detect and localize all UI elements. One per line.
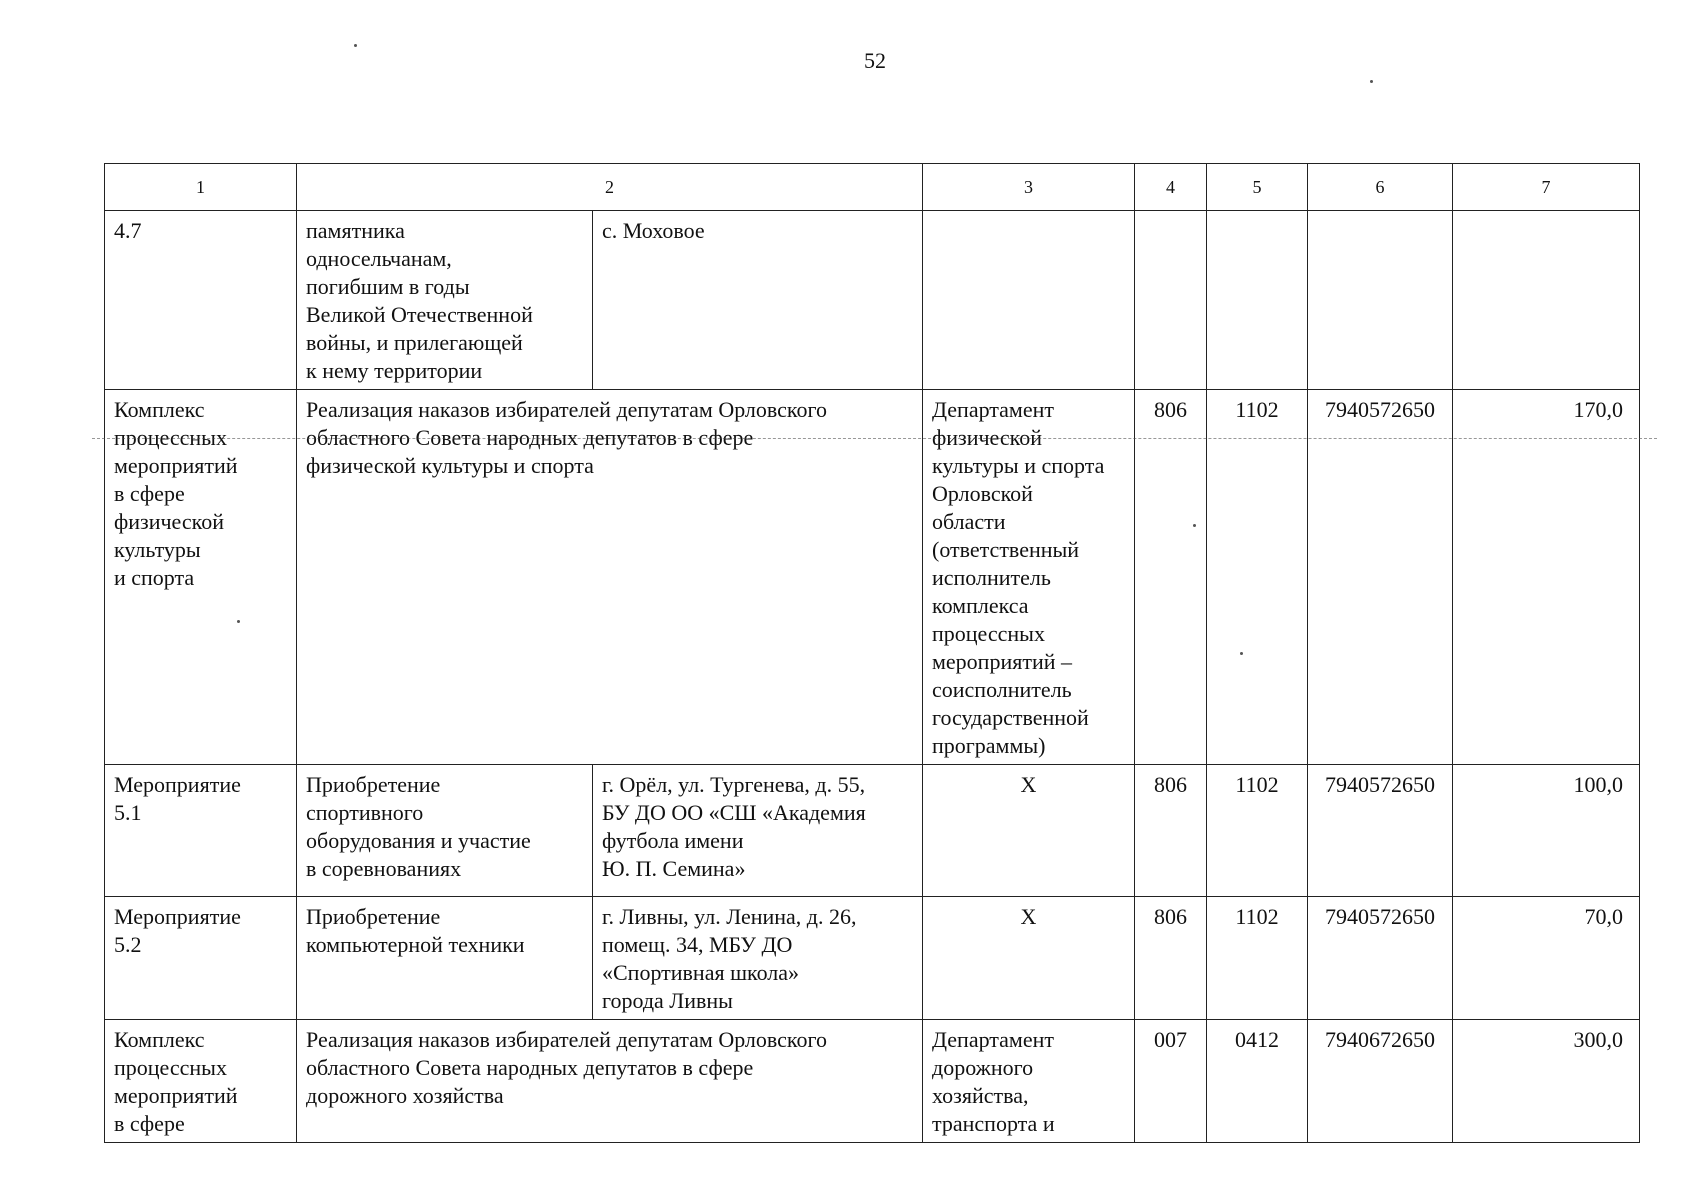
amount-cell: 70,0 (1453, 897, 1640, 1020)
page-number: 52 (864, 48, 886, 73)
header-col-5: 5 (1207, 164, 1308, 211)
header-col-2: 2 (297, 164, 923, 211)
complex-description: Реализация наказов избирателей депутатам Орловского областного Совета народных депутатов в сфере физической культуры и спорта (297, 390, 923, 765)
code-cell: 1102 (1207, 897, 1308, 1020)
header-col-6: 6 (1308, 164, 1453, 211)
scan-artifact-line (92, 438, 1657, 439)
scan-speck (1370, 80, 1373, 83)
code-cell: 806 (1135, 390, 1207, 765)
row-number: 4.7 (105, 211, 297, 390)
row-number: Мероприятие 5.1 (105, 765, 297, 897)
code-cell: 7940572650 (1308, 765, 1453, 897)
amount-cell (1453, 211, 1640, 390)
executor-cell (923, 211, 1135, 390)
code-cell: 1102 (1207, 765, 1308, 897)
code-cell (1308, 211, 1453, 390)
executor-cell: Х (923, 765, 1135, 897)
code-cell: 806 (1135, 765, 1207, 897)
complex-name: Комплекс процессных мероприятий в сфере физической культуры и спорта (105, 390, 297, 765)
scan-speck (237, 620, 240, 623)
measure-name: Приобретение компьютерной техники (297, 897, 593, 1020)
executor-cell: Департамент дорожного хозяйства, транспорта и (923, 1020, 1135, 1143)
header-col-4: 4 (1135, 164, 1207, 211)
code-cell (1135, 211, 1207, 390)
amount-cell: 100,0 (1453, 765, 1640, 897)
table-row (105, 390, 1640, 765)
code-cell: 806 (1135, 897, 1207, 1020)
table-row (105, 897, 1640, 1020)
complex-name: Комплекс процессных мероприятий в сфере (105, 1020, 297, 1143)
table-row (105, 211, 1640, 390)
code-cell: 007 (1135, 1020, 1207, 1143)
header-col-3: 3 (923, 164, 1135, 211)
measure-name: Приобретение спортивного оборудования и участие в соревнованиях (297, 765, 593, 897)
scan-speck (354, 44, 357, 47)
measure-address: г. Ливны, ул. Ленина, д. 26, помещ. 34, МБУ ДО «Спортивная школа» города Ливны (593, 897, 923, 1020)
table-row (105, 1020, 1640, 1143)
header-col-7: 7 (1453, 164, 1640, 211)
header-row (105, 164, 1640, 211)
scan-speck (1193, 524, 1196, 527)
code-cell (1207, 211, 1308, 390)
row-number: Мероприятие 5.2 (105, 897, 297, 1020)
scan-speck (1240, 652, 1243, 655)
code-cell: 7940672650 (1308, 1020, 1453, 1143)
table-row (105, 765, 1640, 897)
code-cell: 7940572650 (1308, 390, 1453, 765)
executor-cell: Х (923, 897, 1135, 1020)
code-cell: 7940572650 (1308, 897, 1453, 1020)
measure-address: с. Моховое (593, 211, 923, 390)
header-col-1: 1 (105, 164, 297, 211)
code-cell: 1102 (1207, 390, 1308, 765)
complex-description: Реализация наказов избирателей депутатам Орловского областного Совета народных депутатов в сфере дорожного хозяйства (297, 1020, 923, 1143)
measure-address: г. Орёл, ул. Тургенева, д. 55, БУ ДО ОО «СШ «Академия футбола имени Ю. П. Семина» (593, 765, 923, 897)
executor-cell: Департамент физической культуры и спорта Орловской области (ответственный исполнитель комплекса процессных мероприятий – соисполнитель государственной программы) (923, 390, 1135, 765)
amount-cell: 300,0 (1453, 1020, 1640, 1143)
amount-cell: 170,0 (1453, 390, 1640, 765)
measure-name: памятника односельчанам, погибшим в годы Великой Отечественной войны, и прилегающей к нему территории (297, 211, 593, 390)
code-cell: 0412 (1207, 1020, 1308, 1143)
budget-table (104, 163, 1640, 1143)
